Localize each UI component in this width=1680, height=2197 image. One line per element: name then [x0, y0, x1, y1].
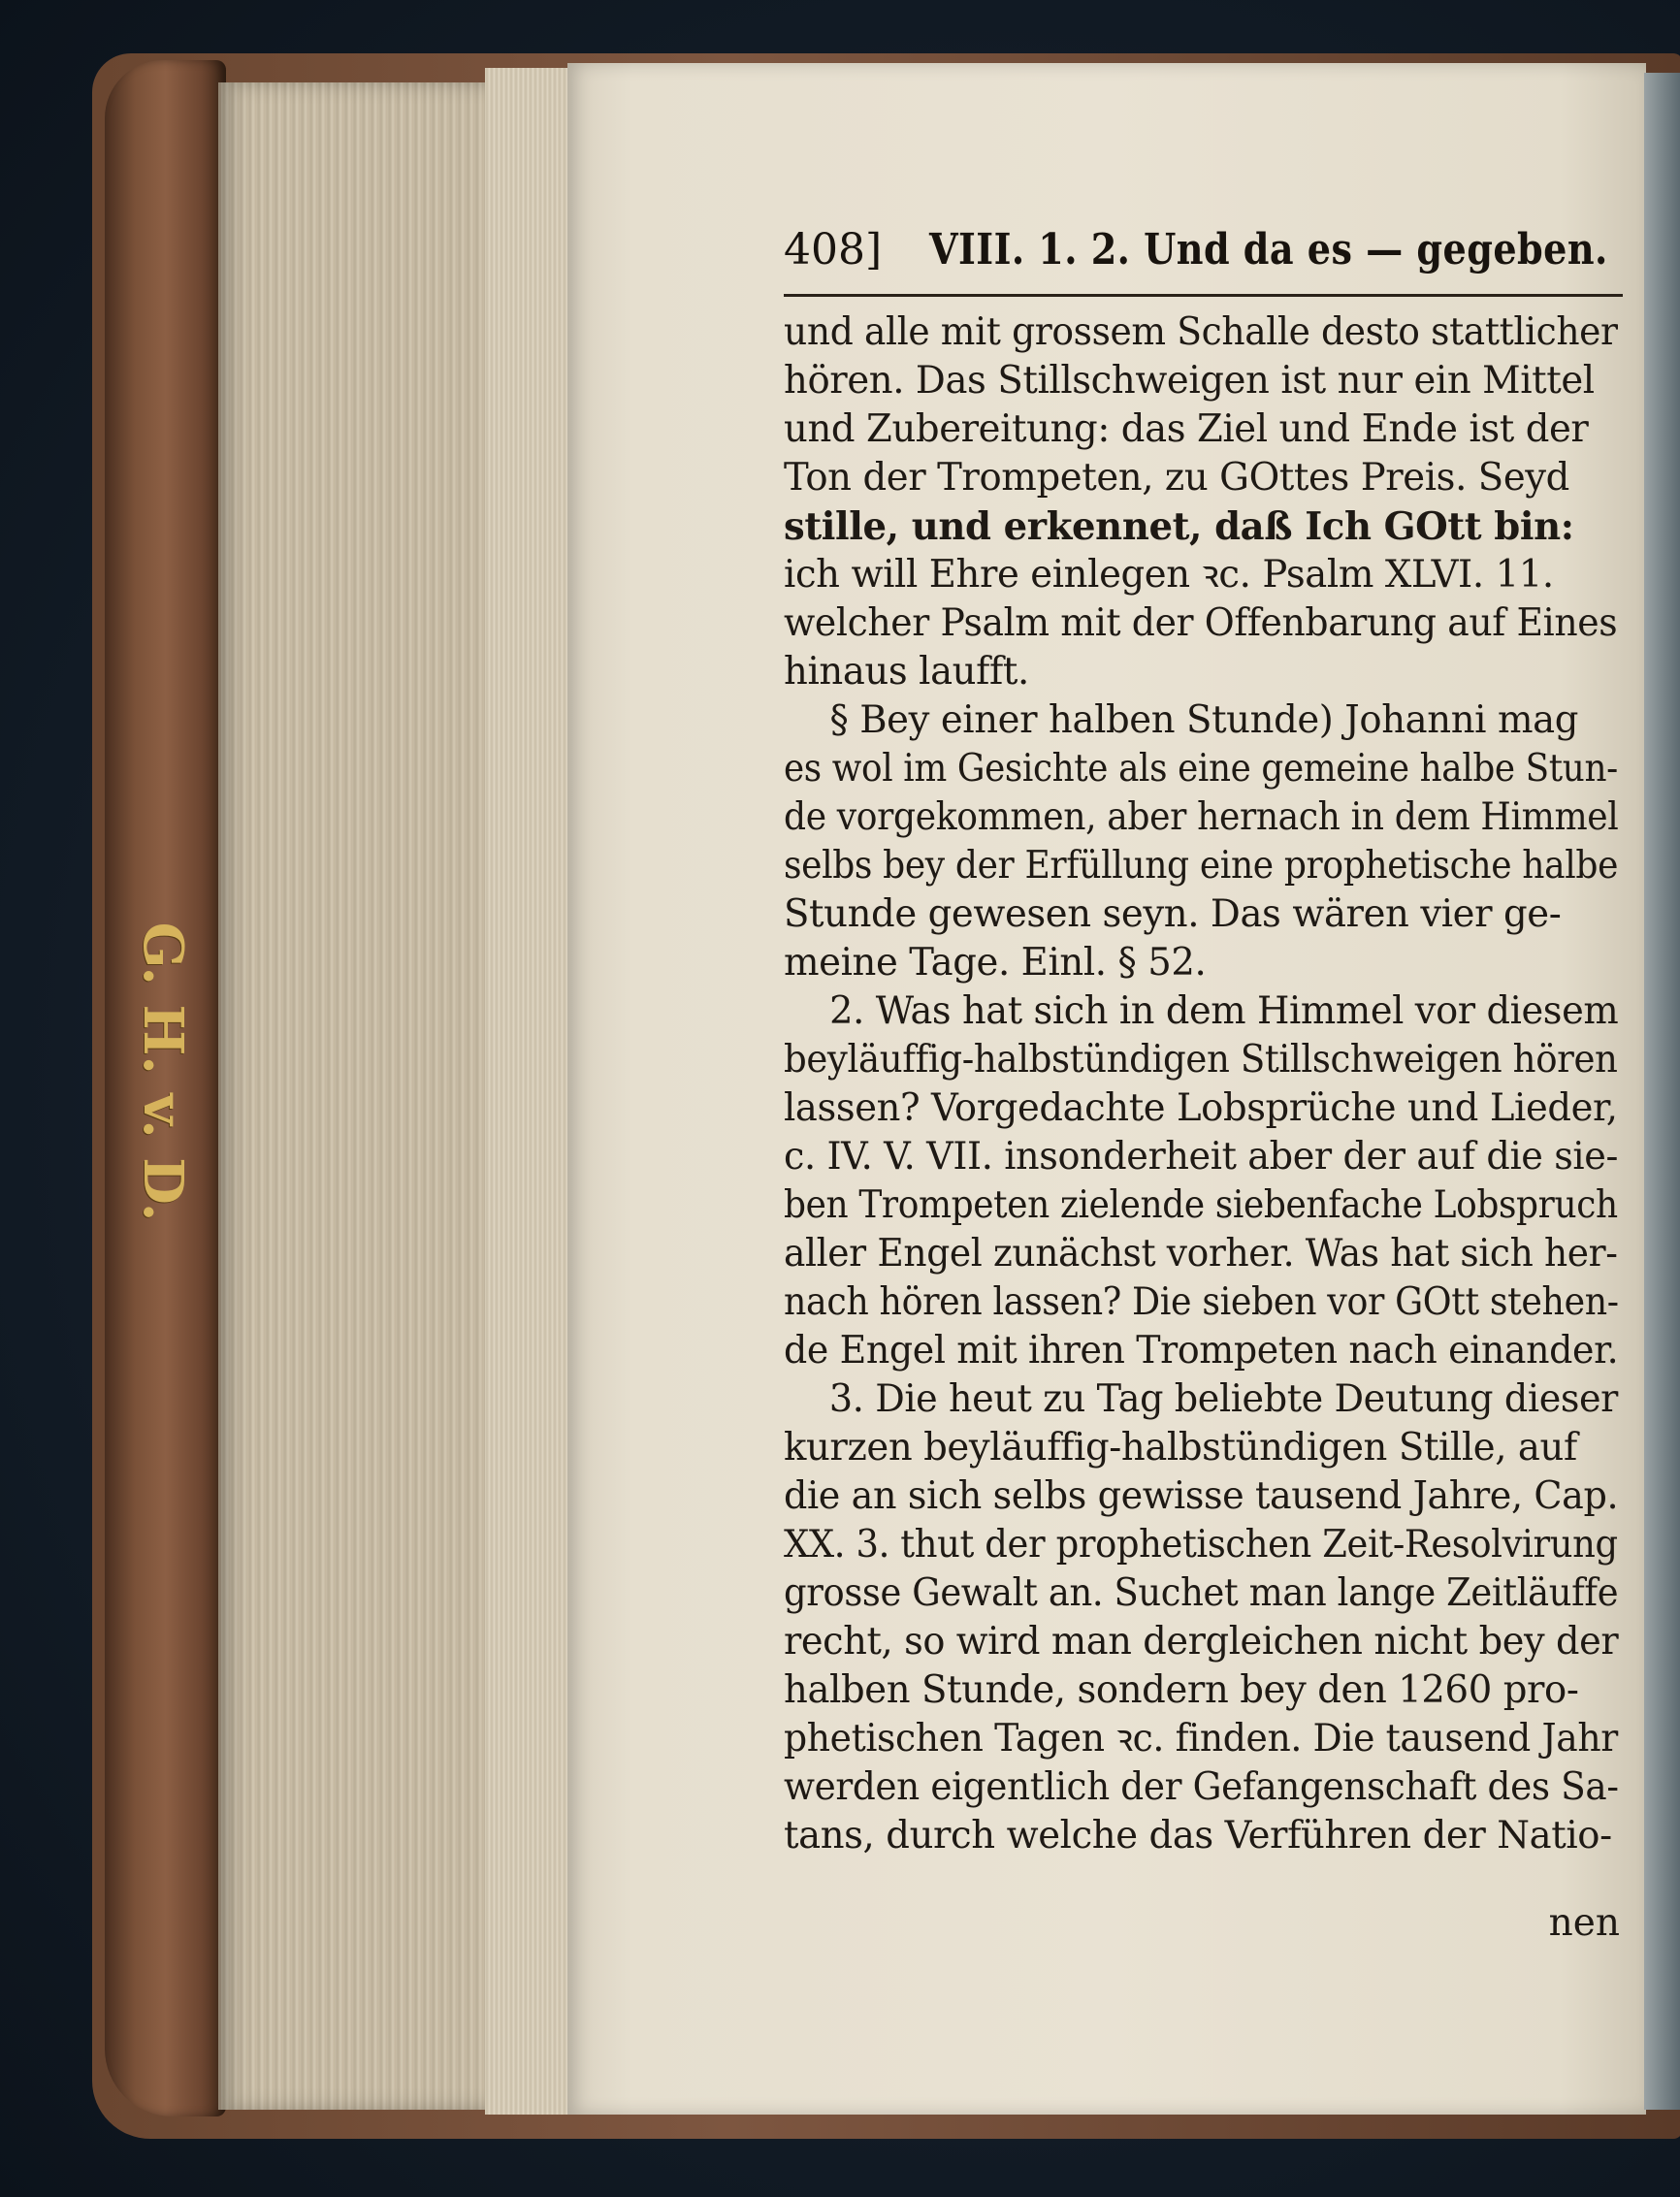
text-line: hören. Das Stillschweigen ist nur ein Mittel [784, 359, 1595, 403]
text-line: stille, und erkennet, daß Ich GOtt bin: [784, 504, 1574, 549]
text-line: Ton der Trompeten, zu GOttes Preis. Seyd [784, 456, 1569, 500]
text-line: nach hören lassen? Die sieben vor GOtt stehen- [784, 1280, 1619, 1324]
page-number: 408] [784, 225, 883, 275]
text-line: grosse Gewalt an. Suchet man lange Zeitläuffe [784, 1571, 1619, 1615]
spine-gilt-stamp: G. H. v. D. [131, 921, 195, 1222]
text-line: halben Stunde, sondern bey den 1260 pro- [784, 1668, 1579, 1712]
text-line: es wol im Gesichte als eine gemeine halbe Stun- [784, 747, 1618, 791]
text-line: und alle mit grossem Schalle desto stattlicher [784, 310, 1618, 354]
text-line: selbs bey der Erfüllung eine prophetische halbe [784, 844, 1619, 888]
text-line: meine Tage. Einl. § 52. [784, 941, 1207, 985]
text-line: kurzen beyläuffig-halbstündigen Stille, auf [784, 1426, 1577, 1470]
text-line: phetischen Tagen ꝛc. finden. Die tausend Jahr [784, 1717, 1618, 1761]
body-text [784, 308, 1628, 1860]
text-line: die an sich selbs gewisse tausend Jahre, Cap. [784, 1474, 1619, 1518]
text-line: tans, durch welche das Verführen der Natio- [784, 1814, 1612, 1858]
text-line: lassen? Vorgedachte Lobsprüche und Lieder, [784, 1086, 1618, 1130]
text-line: und Zubereitung: das Ziel und Ende ist der [784, 407, 1589, 451]
book-spine [105, 60, 226, 2116]
text-line: § Bey einer halben Stunde) Johanni mag [829, 698, 1579, 742]
page-fore-edge [1644, 73, 1680, 2110]
catchword: nen [1548, 1901, 1620, 1945]
text-line: de Engel mit ihren Trompeten nach einander. [784, 1329, 1619, 1373]
text-line: 2. Was hat sich in dem Himmel vor diesem [829, 989, 1619, 1033]
page-block-inner-edges [485, 68, 572, 2115]
text-line: de vorgekommen, aber hernach in dem Himmel [784, 795, 1619, 839]
text-line: Stunde gewesen seyn. Das wären vier ge- [784, 892, 1562, 936]
text-line: c. IV. V. VII. insonderheit aber der auf die sie- [784, 1135, 1618, 1179]
text-line: welcher Psalm mit der Offenbarung auf Eines [784, 601, 1618, 645]
text-line: beyläuffig-halbstündigen Stillschweigen hören [784, 1038, 1618, 1082]
text-line: hinaus laufft. [784, 650, 1029, 694]
text-line: ben Trompeten zielende siebenfache Lobspruch [784, 1183, 1618, 1227]
text-line: XX. 3. thut der prophetischen Zeit-Resolvirung [784, 1523, 1618, 1567]
header-rule [784, 294, 1623, 297]
running-head: VIII. 1. 2. Und da es — gegeben. [929, 225, 1608, 275]
page-header [784, 225, 1618, 283]
text-line: werden eigentlich der Gefangenschaft des Sa- [784, 1765, 1619, 1809]
text-line: ich will Ehre einlegen ꝛc. Psalm XLVI. 11. [784, 553, 1554, 597]
text-line: 3. Die heut zu Tag beliebte Deutung dieser [828, 1377, 1619, 1421]
text-line: recht, so wird man dergleichen nicht bey der [784, 1620, 1619, 1664]
text-line: aller Engel zunächst vorher. Was hat sich her- [784, 1232, 1618, 1276]
